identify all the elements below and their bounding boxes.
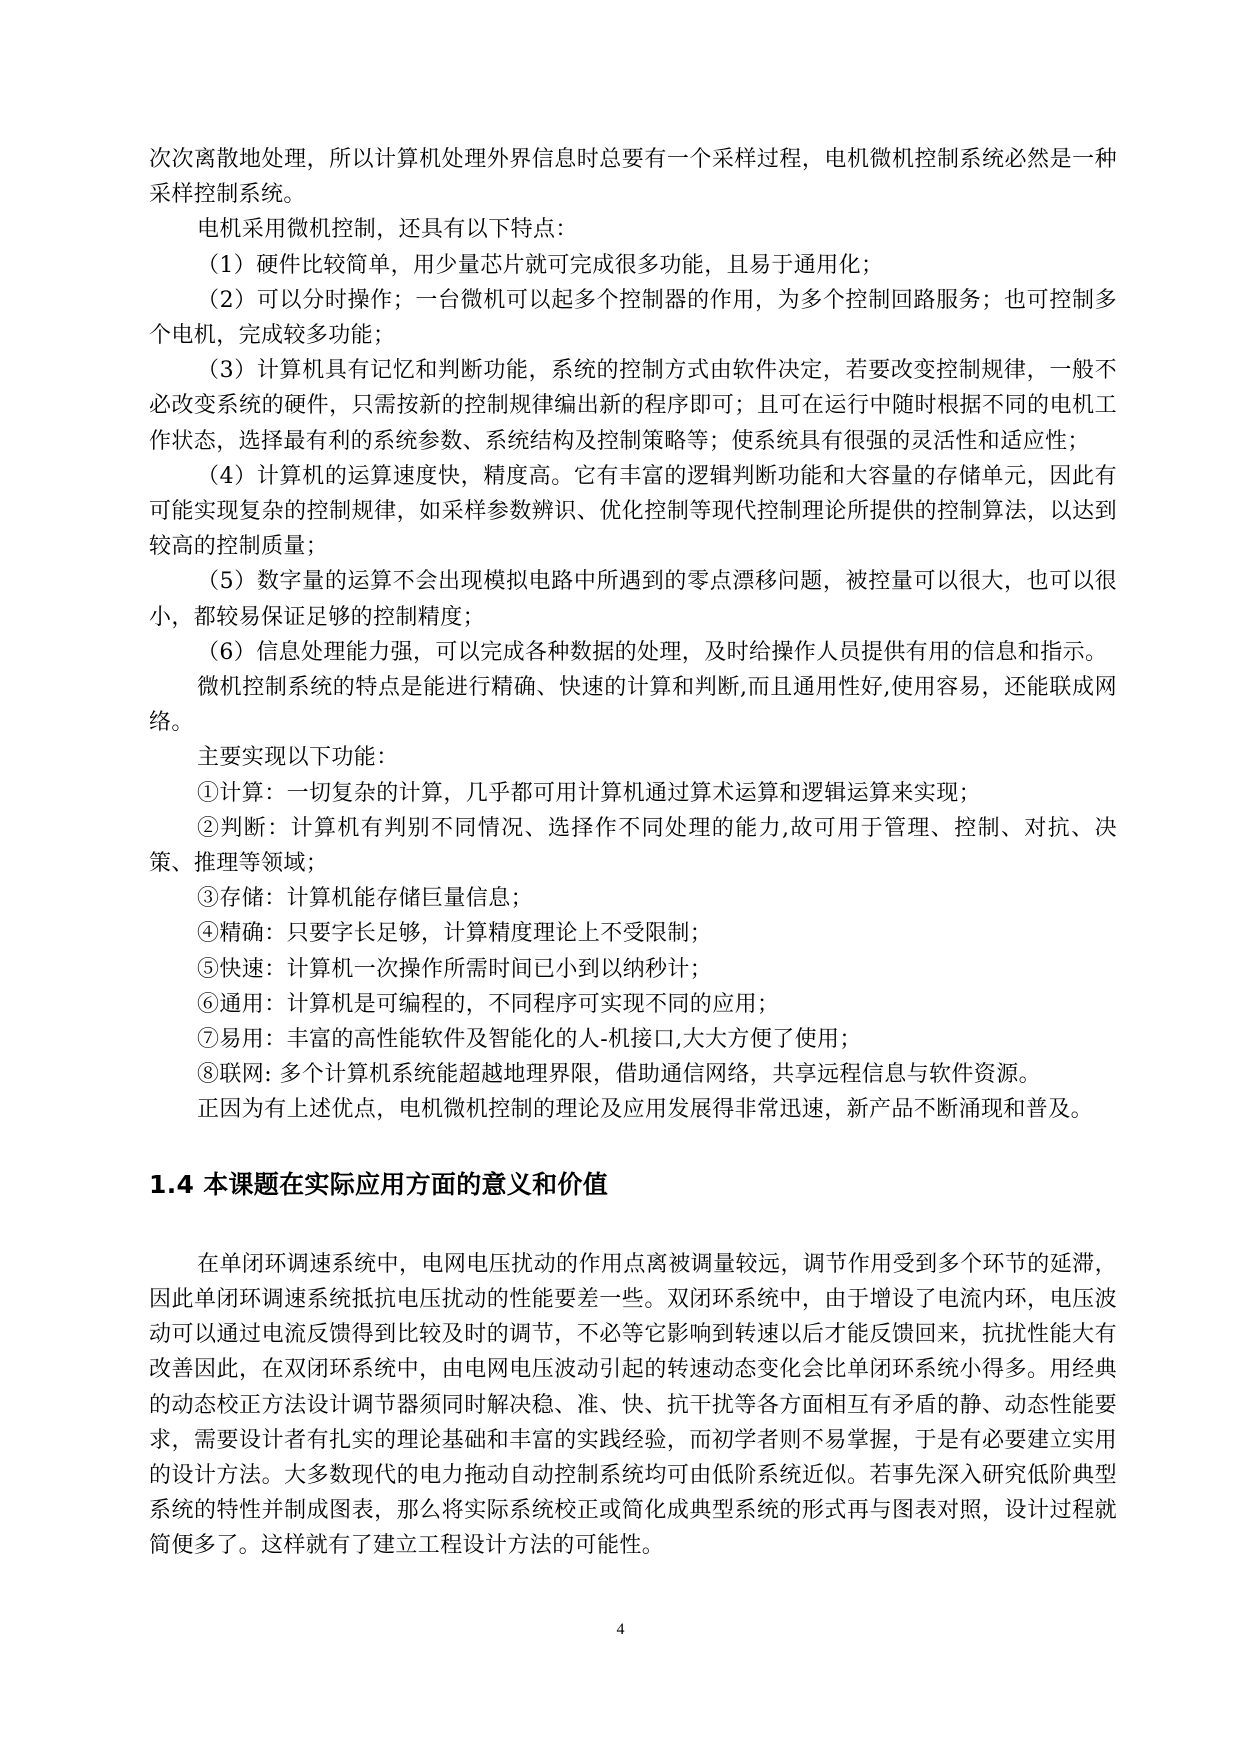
paragraph: ①计算：一切复杂的计算，几乎都可用计算机通过算术运算和逻辑运算来实现； <box>197 780 982 806</box>
paragraph: （1）硬件比较简单，用少量芯片就可完成很多功能，且易于通用化； <box>197 252 884 278</box>
top-paragraphs <box>149 142 1117 1128</box>
paragraph: ⑦易用：丰富的高性能软件及智能化的人-机接口,大大方便了使用； <box>197 1027 862 1053</box>
paragraph: 正因为有上述优点，电机微机控制的理论及应用发展得非常迅速，新产品不断涌现和普及。 <box>197 1097 1094 1123</box>
paragraph: ③存储：计算机能存储巨量信息； <box>197 886 534 912</box>
paragraph: （4）计算机的运算速度快，精度高。它有丰富的逻辑判断功能和大容量的存储单元，因此有可能实现复杂的控制规律，如采样参数辨识、优化控制等现代控制理论所提供的控制算法，以达到较高的控制质量； <box>149 463 1117 560</box>
paragraph: （6）信息处理能力强，可以完成各种数据的处理，及时给操作人员提供有用的信息和指示。 <box>197 639 1108 665</box>
page-body <box>149 142 1117 1564</box>
paragraph: ⑤快速：计算机一次操作所需时间已小到以纳秒计； <box>197 956 713 982</box>
paragraph: 微机控制系统的特点是能进行精确、快速的计算和判断,而且通用性好,使用容易，还能联成网络。 <box>149 675 1117 736</box>
page-number: 4 <box>616 1621 625 1638</box>
paragraph: ②判断：计算机有判别不同情况、选择作不同处理的能力,故可用于管理、控制、对抗、决策、推理等领域； <box>149 815 1117 877</box>
paragraph: 主要实现以下功能： <box>197 745 399 771</box>
section-heading: 1.4 本课题在实际应用方面的意义和价值 <box>149 1169 608 1199</box>
paragraph: （3）计算机具有记忆和判断功能，系统的控制方式由软件决定，若要改变控制规律，一般不必改变系统的硬件，只需按新的控制规律编出新的程序即可；且可在运行中随时根据不同的电机工作状态，选择最有利的系统参数、系统结构及控制策略等；使系统具有很强的灵活性和适应性； <box>149 358 1117 454</box>
paragraph: ⑧联网: 多个计算机系统能超越地理界限，借助通信网络，共享远程信息与软件资源。 <box>197 1062 1042 1088</box>
paragraph: 电机采用微机控制，还具有以下特点： <box>197 217 578 243</box>
paragraph: （2）可以分时操作；一台微机可以起多个控制器的作用，为多个控制回路服务；也可控制多个电机，完成较多功能； <box>149 287 1117 349</box>
paragraph: ④精确：只要字长足够，计算精度理论上不受限制； <box>197 921 713 947</box>
paragraph: （5）数字量的运算不会出现模拟电路中所遇到的零点漂移问题，被控量可以很大，也可以很小，都较易保证足够的控制精度； <box>149 569 1117 630</box>
paragraph: 在单闭环调速系统中，电网电压扰动的作用点离被调量较远，调节作用受到多个环节的延滞，因此单闭环调速系统抵抗电压扰动的性能要差一些。双闭环系统中，由于增设了电流内环，电压波动可以通过电流反馈得到比较及时的调节，不必等它影响到转速以后才能反馈回来，抗扰性能大有改善因此，在双闭环系统中，由电网电压波动引起的转速动态变化会比单闭环系统小得多。用经典的动态校正方法设计调节器须同时解决稳、准、快、抗干扰等各方面相互有矛盾的静、动态性能要求，需要设计者有扎实的理论基础和丰富的实践经验，而初学者则不易掌握，于是有必要建立实用的设计方法。大多数现代的电力拖动自动控制系统均可由低阶系统近似。若事先深入研究低阶典型系统的特性并制成图表，那么将实际系统校正或简化成典型系统的形式再与图表对照，设计过程就简便多了。这样就有了建立工程设计方法的可能性。 <box>149 1251 1117 1559</box>
bottom-paragraphs <box>149 1247 1117 1564</box>
paragraph: ⑥通用：计算机是可编程的，不同程序可实现不同的应用； <box>197 991 780 1017</box>
paragraph: 次次离散地处理，所以计算机处理外界信息时总要有一个采样过程，电机微机控制系统必然是一种采样控制系统。 <box>149 147 1117 208</box>
